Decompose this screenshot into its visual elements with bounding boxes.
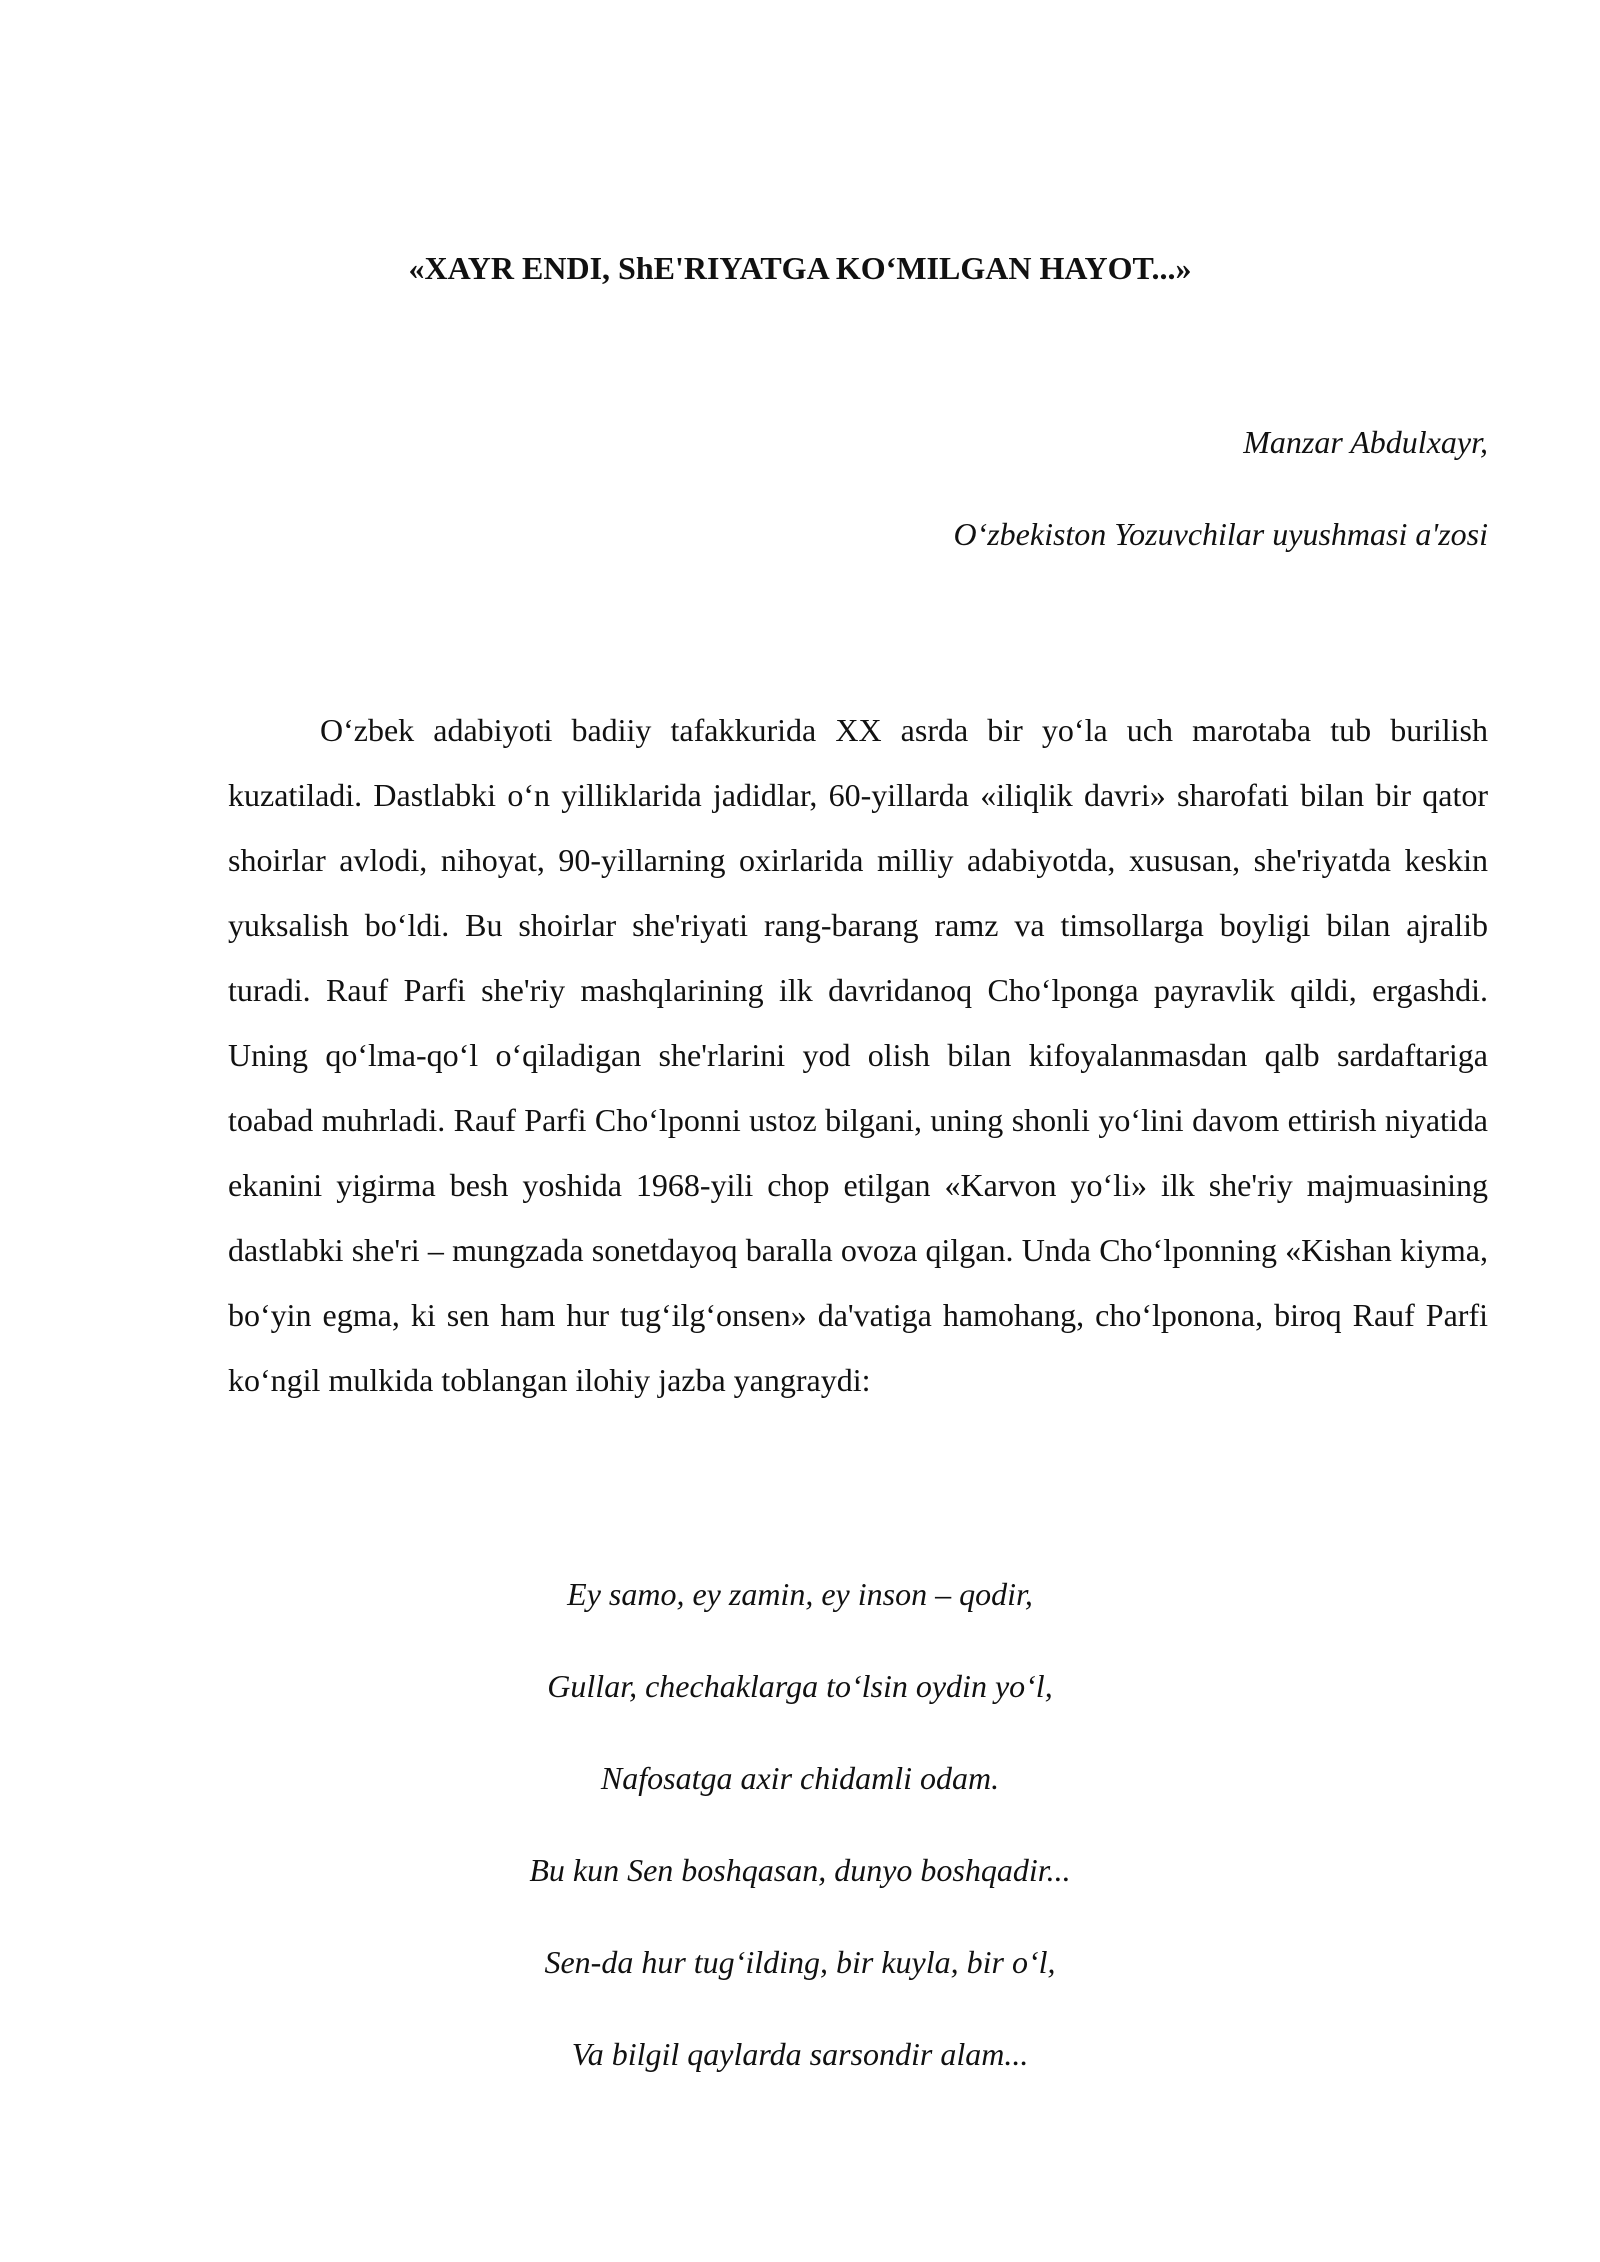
- poem-line: Sen-da hur tug‘ilding, bir kuyla, bir o‘l,: [544, 1944, 1056, 1980]
- author-affiliation: O‘zbekiston Yozuvchilar uyushmasi a'zosi: [953, 516, 1488, 552]
- author-block: [953, 420, 1488, 604]
- poem-line: Ey samo, ey zamin, ey inson – qodir,: [567, 1576, 1033, 1612]
- poem-line: Bu kun Sen boshqasan, dunyo boshqadir...: [529, 1852, 1071, 1888]
- poem-line: Gullar, chechaklarga to‘lsin oydin yo‘l,: [547, 1668, 1053, 1704]
- poem-line: Nafosatga axir chidamli odam.: [600, 1760, 1000, 1796]
- body-paragraph: O‘zbek adabiyoti badiiy tafakkurida XX asrda bir yo‘la uch marotaba tub burilish kuzatiladi. Dastlabki o‘n yilliklarida jadidlar, 60-yillarda «iliqlik davri» sharofati bilan bir qator shoirlar avlodi, nihoyat, 90-yillarning oxirlarida milliy adabiyotda, xususan, she'riyatda keskin yuksalish bo‘ldi. Bu shoirlar she'riyati rang-barang ramz va timsollarga boyligi bilan ajralib turadi. Rauf Parfi she'riy mashqlarining ilk davridanoq Cho‘lponga payravlik qildi, ergashdi. Uning qo‘lma-qo‘l o‘qiladigan she'rlarini yod olish bilan kifoyalanmasdan qalb sardaftariga toabad muhrladi. Rauf Parfi Cho‘lponni ustoz bilgani, uning shonli yo‘lini davom ettirish niyatida ekanini yigirma besh yoshida 1968-yili chop etilgan «Karvon yo‘li» ilk she'riy majmuasining dastlabki she'ri – mungzada sonetdayoq baralla ovoza qilgan. Unda Cho‘lponning «Kishan kiyma, bo‘yin egma, ki sen ham hur tug‘ilg‘onsen» da'vatiga hamohang, cho‘lponona, biroq Rauf Parfi ko‘ngil mulkida toblangan ilohiy jazba yangraydi:: [228, 712, 1488, 1398]
- poem-line: Va bilgil qaylarda sarsondir alam...: [571, 2036, 1029, 2072]
- author-name: Manzar Abdulxayr,: [1243, 424, 1488, 460]
- poem-block: [0, 1572, 1600, 2124]
- article-title: «XAYR ENDI, ShE'RIYATGA KO‘MILGAN HAYOT...»: [408, 250, 1192, 286]
